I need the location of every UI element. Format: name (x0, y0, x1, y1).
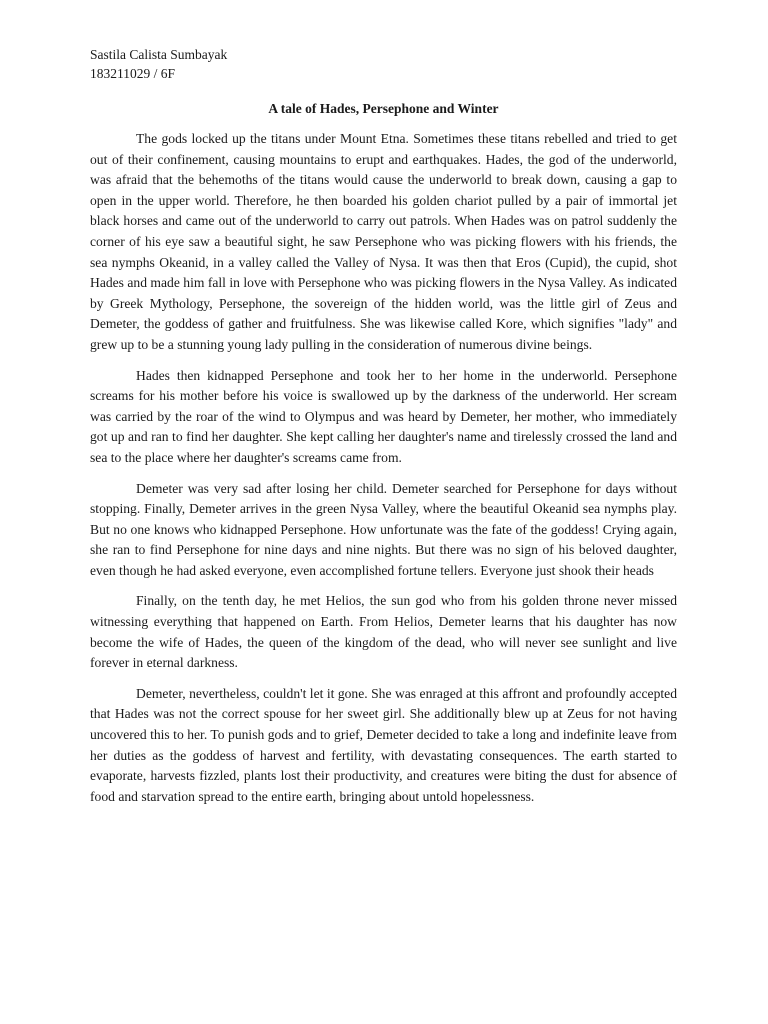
paragraph-4: Finally, on the tenth day, he met Helios, the sun god who from his golden throne never missed witnessing everything that happened on Earth. From Helios, Demeter learns that his daughter has now become the wife of Hades, the queen of the kingdom of the dead, who will never see sunlight and live forever in eternal darkness. (90, 593, 677, 671)
paragraph-3: Demeter was very sad after losing her child. Demeter searched for Persephone for days without stopping. Finally, Demeter arrives in the green Nysa Valley, where the beautiful Okeanid sea nymphs play. But no one knows who kidnapped Persephone. How unfortunate was the fate of the goddess! Crying again, she ran to find Persephone for nine days and nine nights. But there was no sign of his beloved daughter, even though he had asked everyone, even accomplished fortune tellers. Everyone just shook their heads (90, 480, 677, 578)
paragraph-5: Demeter, nevertheless, couldn't let it gone. She was enraged at this affront and profoundly accepted that Hades was not the correct spouse for her sweet girl. She additionally blew up at Zeus for not having uncovered this to her. To punish gods and to grief, Demeter decided to take a long and indefinite leave from her duties as the goddess of harvest and fertility, with devastating consequences. The earth started to evaporate, harvests fizzled, plants lost their productivity, and creatures were biting the dust for absence of food and starvation spread to the entire earth, bringing about untold hopelessness. (90, 685, 677, 804)
paragraph-2: Hades then kidnapped Persephone and took her to her home in the underworld. Persephone screams for his mother before his voice is swallowed up by the darkness of the underworld. Her scream was carried by the roar of the wind to Olympus and was heard by Demeter, her mother, who immediately got up and ran to find her daughter. She kept calling her daughter's name and tirelessly crossed the land and sea to the place where her daughter's screams came from. (90, 367, 677, 465)
author-name: Sastila Calista Sumbayak (90, 47, 228, 62)
paragraph-1: The gods locked up the titans under Mount Etna. Sometimes these titans rebelled and tried to get out of their confinement, causing mountains to erupt and earthquakes. Hades, the god of the underworld, was afraid that the behemoths of the titans would cause the underworld to break down, causing a gap to open in the upper world. Therefore, he then boarded his golden chariot pulled by a pair of immortal jet black horses and came out of the underworld to carry out patrols. When Hades was on patrol suddenly the corner of his eye saw a beautiful sight, he saw Persephone who was picking flowers with his friends, the sea nymphs Okeanid, in a valley called the Valley of Nysa. It was then that Eros (Cupid), the cupid, shot Hades and made him fall in love with Persephone who was picking flowers in the Nysa Valley. As indicated by Greek Mythology, Persephone, the sovereign of the hidden world, was the little girl of Zeus and Demeter, the goddess of gather and fruitfulness. She was likewise called Kore, which signifies "lady" and grew up to be a stunning young lady pulling in the consideration of numerous divine beings. (90, 131, 677, 352)
document-title: A tale of Hades, Persephone and Winter (268, 101, 499, 116)
author-id: 183211029 / 6F (90, 66, 176, 81)
document-page (90, 45, 677, 817)
